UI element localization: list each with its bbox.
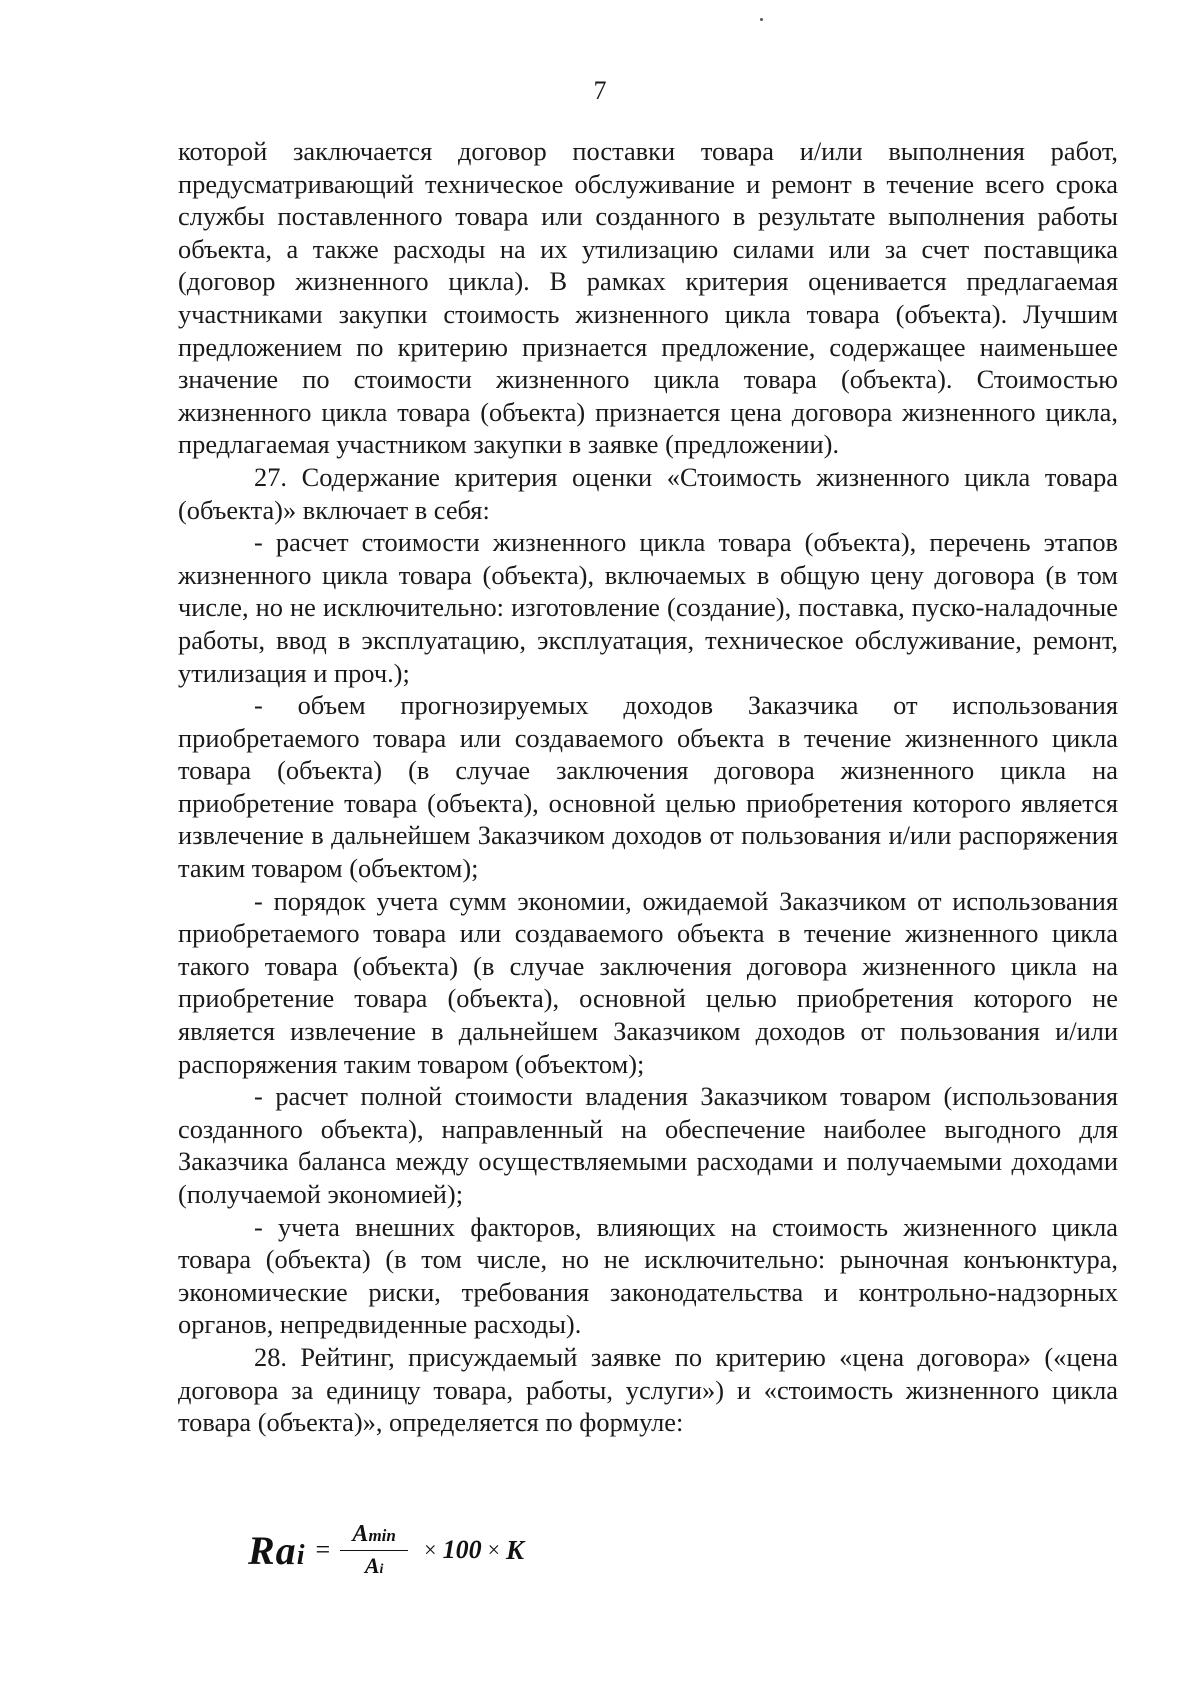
paragraph-bullet-ownership-cost: - расчет полной стоимости владения Заказчиком товаром (использования созданного объекта), направленный на обеспечение наиболее выгодного для Заказчика баланса между осуществляемыми расходами и получаемыми доходами (получаемой экономией);	[178, 1081, 1118, 1209]
formula-numerator: Amin	[352, 1521, 396, 1547]
paragraph-item-27: 27. Содержание критерия оценки «Стоимость жизненного цикла товара (объекта)» включает в себя:	[178, 461, 1118, 525]
rating-formula	[248, 1500, 524, 1600]
page-number: 7	[593, 76, 607, 105]
paragraph-bullet-external-factors: - учета внешних факторов, влияющих на стоимость жизненного цикла товара (объекта) (в том числе, но не исключительно: рыночная конъюнктура, экономические риски, требования законодательства и контрольно-надзорных органов, непредвиденные расходы).	[178, 1211, 1118, 1340]
formula-times-1: ×	[424, 1537, 437, 1562]
paragraph-item-28: 28. Рейтинг, присуждаемый заявке по критерию «цена договора» («цена договора за единицу товара, работы, услуги») и «стоимость жизненного цикла товара (объекта)», определяется по формуле:	[178, 1341, 1118, 1438]
formula-times-2: ×	[487, 1537, 500, 1562]
formula-lhs: Rai	[248, 1527, 306, 1573]
formula-fraction	[340, 1521, 408, 1579]
scan-speck	[760, 18, 763, 21]
paragraph-bullet-lifecycle-cost: - расчет стоимости жизненного цикла товара (объекта), перечень этапов жизненного цикла товара (объекта), включаемых в общую цену договора (в том числе, но не исключительно: изготовление (создание), поставка, пуско-наладочные работы, ввод в эксплуатацию, эксплуатация, техническое обслуживание, ремонт, утилизация и проч.);	[178, 527, 1118, 688]
paragraph-bullet-forecast-income: - объем прогнозируемых доходов Заказчика от использования приобретаемого товара или создаваемого объекта в течение жизненного цикла товара (объекта) (в случае заключения договора жизненного цикла на приобретение товара (объекта), основной целью приобретения которого является извлечение в дальнейшем Заказчиком доходов от пользования и/или распоряжения таким товаром (объектом);	[178, 690, 1118, 884]
paragraph-bullet-savings: - порядок учета сумм экономии, ожидаемой Заказчиком от использования приобретаемого товара или создаваемого объекта в течение жизненного цикла такого товара (объекта) (в случае заключения договора жизненного цикла на приобретение товара (объекта), основной целью приобретения которого не является извлечение в дальнейшем Заказчиком доходов от пользования и/или распоряжения таким товаром (объектом);	[178, 885, 1118, 1079]
formula-equals: =	[315, 1535, 331, 1564]
paragraph-continuation: которой заключается договор поставки товара и/или выполнения работ, предусматривающий техническое обслуживание и ремонт в течение всего срока службы поставленного товара или созданного в результате выполнения работы объекта, а также расходы на их утилизацию силами или за счет поставщика (договор жизненного цикла). В рамках критерия оценивается предлагаемая участниками закупки стоимость жизненного цикла товара (объекта). Лучшим предложением по критерию признается предложение, содержащее наименьшее значение по стоимости жизненного цикла товара (объекта). Стоимостью жизненного цикла товара (объекта) признается цена договора жизненного цикла, предлагаемая участником закупки в заявке (предложении).	[178, 136, 1118, 460]
formula-k: K	[505, 1534, 524, 1565]
formula-denominator: Ai	[364, 1553, 384, 1578]
formula-hundred: 100	[442, 1535, 482, 1564]
body-text	[178, 135, 1118, 1439]
